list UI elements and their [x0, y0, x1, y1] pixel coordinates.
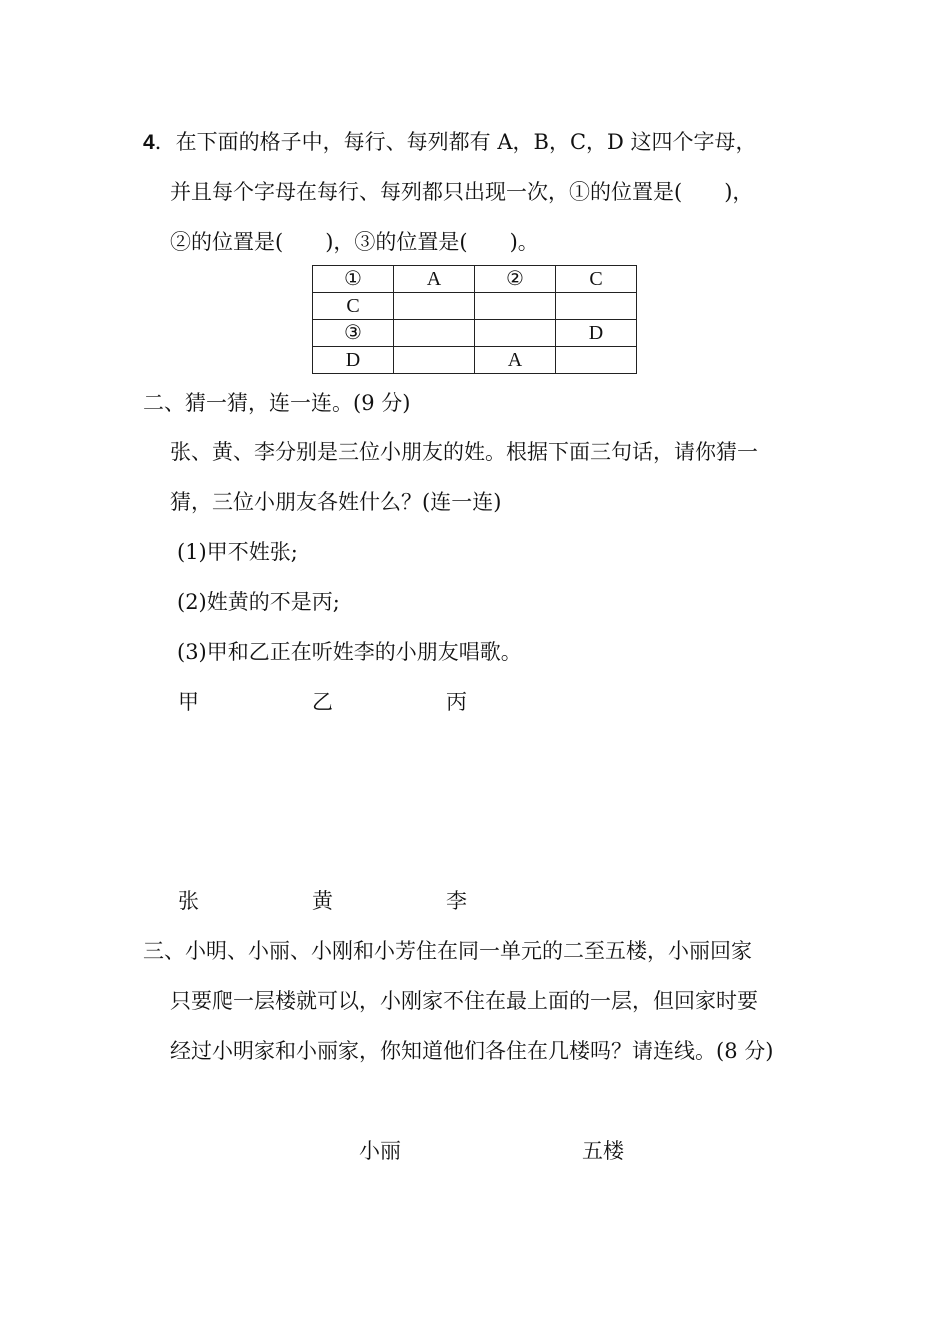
q4-line-2: 并且每个字母在每行、每列都只出现一次，①的位置是( )， [170, 180, 754, 204]
grid-cell: ② [475, 266, 556, 293]
q4-text-1: ．在下面的格子中，每行、每列都有 A，B，C，D 这四个字母， [154, 130, 757, 154]
section3-line-3: 经过小明家和小丽家，你知道他们各住在几楼吗？请连线。(8 分) [170, 1039, 774, 1063]
surname-huang[interactable]: 黄 [312, 889, 333, 913]
clue-3: (3)甲和乙正在听姓李的小朋友唱歌。 [177, 640, 522, 664]
surname-zhang[interactable]: 张 [178, 889, 199, 913]
clue-2: (2)姓黄的不是丙; [177, 590, 340, 614]
grid-cell: D [313, 347, 394, 374]
grid-cell [475, 293, 556, 320]
grid-row [313, 266, 637, 293]
grid-cell [394, 347, 475, 374]
grid-cell: C [556, 266, 637, 293]
clue-1: (1)甲不姓张; [177, 540, 298, 564]
person-yi[interactable]: 乙 [312, 690, 333, 714]
grid-cell [556, 293, 637, 320]
grid-cell: A [475, 347, 556, 374]
section3-line-2: 只要爬一层楼就可以，小刚家不住在最上面的一层，但回家时要 [170, 989, 758, 1013]
grid-cell [394, 293, 475, 320]
grid-cell: A [394, 266, 475, 293]
match-left-xiaoli[interactable]: 小丽 [359, 1139, 401, 1163]
section2-intro-1: 张、黄、李分别是三位小朋友的姓。根据下面三句话，请你猜一 [170, 440, 758, 464]
q4-line-1 [143, 128, 757, 157]
grid-row [313, 347, 637, 374]
q4-number: 4 [143, 131, 155, 154]
grid-cell: D [556, 320, 637, 347]
section3-line-1: 三、小明、小丽、小刚和小芳住在同一单元的二至五楼，小丽回家 [143, 939, 752, 963]
grid-cell [394, 320, 475, 347]
person-bing[interactable]: 丙 [446, 690, 467, 714]
grid-cell: ① [313, 266, 394, 293]
grid-row [313, 320, 637, 347]
grid-row [313, 293, 637, 320]
grid-cell: ③ [313, 320, 394, 347]
grid-cell [556, 347, 637, 374]
grid-cell [475, 320, 556, 347]
q4-line-3: ②的位置是( )，③的位置是( )。 [170, 230, 539, 254]
match-right-fifth-floor[interactable]: 五楼 [582, 1139, 624, 1163]
surname-li[interactable]: 李 [446, 889, 467, 913]
person-jia[interactable]: 甲 [178, 690, 199, 714]
section2-intro-2: 猜，三位小朋友各姓什么？(连一连) [170, 490, 502, 514]
section2-heading: 二、猜一猜，连一连。(9 分) [143, 391, 411, 415]
letter-grid [312, 265, 637, 374]
grid-cell: C [313, 293, 394, 320]
